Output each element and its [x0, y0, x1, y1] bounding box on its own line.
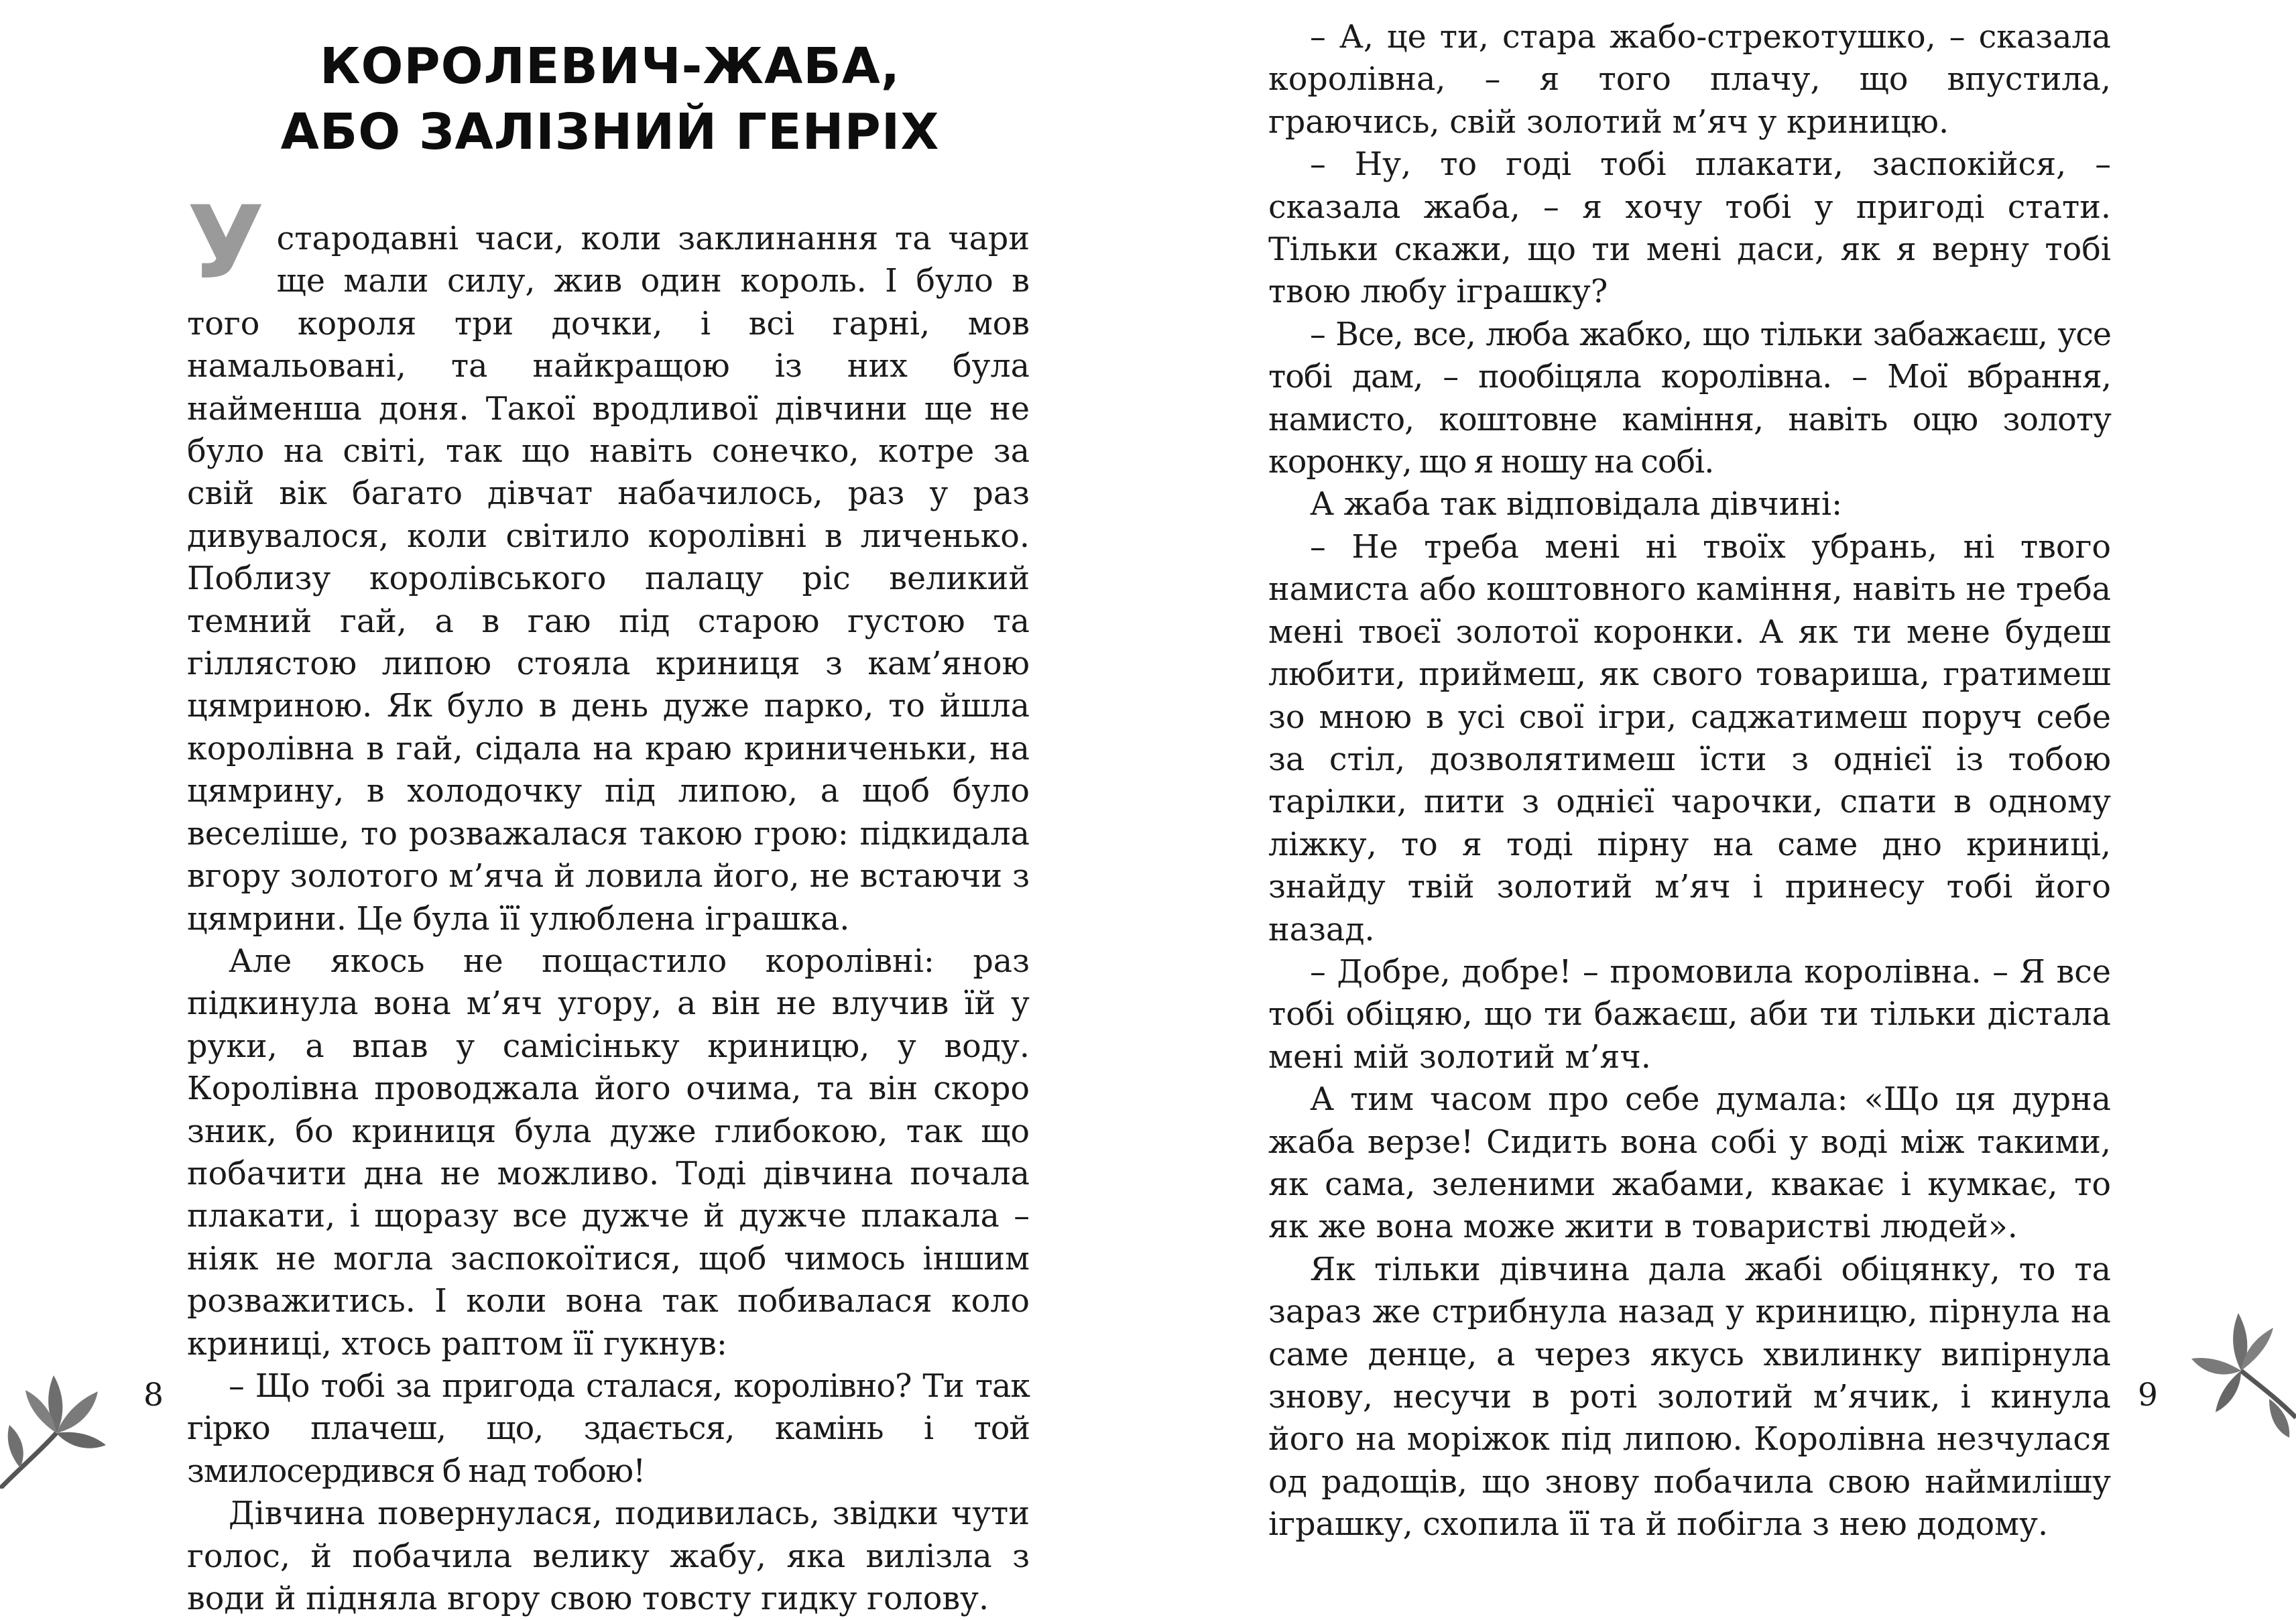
page-number: 8 — [143, 1377, 164, 1414]
flower-icon — [0, 1367, 107, 1489]
paragraph: – Добре, добре! – промовила королівна. – Я все тобі обіцяю, що ти бажаєш, аби ти тільки дістала мені мій золотий м’яч. — [1268, 953, 2111, 1076]
page-number: 9 — [2138, 1377, 2158, 1414]
title-line-2: АБО ЗАЛІЗНИЙ ГЕНРІХ — [280, 103, 940, 161]
paragraph: Дівчина повернулася, подивилась, звідки чути голос, й побачила велику жабу, яка вилізла з води й підняла вгору свою товсту гидку голову. — [187, 1495, 1030, 1617]
paragraph: Але якось не пощастило королівні: раз підкинула вона м’яч угору, а він не влучив їй у руки, а впав у самісіньку криницю, у воду. Королівна проводжала його очима, та він скоро зник, бо криниця була дуже глибокою, так що побачити дна не можливо. Тоді дівчина почала плакати, і щоразу все дужче й дужче плакала – ніяк не могла заспокоїтися, щоб чимось іншим розважитись. І коли вона так побивалася коло криниці, хтось раптом її гукнув: — [187, 942, 1030, 1363]
paragraph: А тим часом про себе думала: «Що ця дурна жаба верзе! Сидить вона собі у воді між такими, як сама, зеленими жабами, квакає і кумкає, то як же вона може жити в товаристві людей». — [1268, 1081, 2111, 1246]
paragraph: А жаба так відповідала дівчині: — [1310, 486, 1843, 523]
paragraph: – А, це ти, стара жабо-стрекотушко, – сказала королівна, – я того плачу, що впустила, граючись, свій золотий м’яч у криницю. — [1268, 19, 2111, 141]
drop-cap: У — [187, 185, 265, 302]
paragraph: Як тільки дівчина дала жабі обіцянку, то та зараз же стрибнула назад у криницю, пірнула на саме денце, а через якусь хвилинку випірнула знову, несучи в роті золотий м’ячик, і кинула його на моріжок під липою. Королівна незчулася од радощів, що знову побачила свою наймилішу іграшку, схопила її та й побігла з нею додому. — [1268, 1251, 2111, 1544]
paragraph-text: стародавні часи, коли заклинання та чари ще мали силу, жив один король. І було в того короля три дочки, і всі гарні, мов намальовані, та найкращою із них була найменша доня. Такої вродливої дівчини ще не було на світі, так що навіть сонечко, котре за свій вік багато дівчат набачилось, раз у раз дивувалося, коли світило королівні в личенько. Поблизу королівського палацу ріс великий темний гай, а в гаю під старою густою та гіллястою липою стояла криниця з кам’яною цямриною. Як було в день дуже парко, то йшла королівна в гай, сідала на краю криниченьки, на цямрину, в холодочку під липою, а щоб було веселіше, то розважалася такою грою: підкидала вгору золотого м’яча й ловила його, не встаючи з цямрини. Це була її улюблена іграшка. — [187, 221, 1030, 938]
left-text-column — [187, 185, 1030, 1620]
right-page — [1148, 0, 2296, 1544]
paragraph: – Що тобі за пригода сталася, королівно? Ти так гірко плачеш, що, здається, камінь і той змилосердився б над тобою! — [187, 1367, 1030, 1490]
story-title — [188, 34, 1032, 165]
paragraph: – Не треба мені ні твоїх убрань, ні твого намиста або коштовного каміння, навіть не треба мені твоєї золотої коронки. А як ти мене будеш любити, приймеш, як свого товариша, гратимеш зо мною в усі свої ігри, саджатимеш поруч себе за стіл, дозволятимеш їсти з однієї із тобою тарілки, пити з однієї чарочки, спати в одному ліжку, то я тоді пірну на саме дно криниці, знайду твій золотий м’яч і принесу тобі його назад. — [1268, 528, 2111, 948]
paragraph: – Все, все, люба жабко, що тільки забажаєш, усе тобі дам, – пообіцяла королівна. – Мої вбрання, намисто, коштовне каміння, навіть оцю золоту коронку, що я ношу на собі. — [1268, 316, 2111, 481]
left-page — [0, 0, 1148, 1617]
paragraph: – Ну, то годі тобі плакати, заспокійся, – сказала жаба, – я хочу тобі у пригоді стати. Тільки скажи, що ти мені даси, як я верну тобі твою любу іграшку? — [1268, 146, 2111, 311]
right-text-column — [1268, 16, 2111, 1546]
paragraph — [187, 185, 1030, 940]
title-line-1: КОРОЛЕВИЧ-ЖАБА, — [319, 38, 901, 95]
flower-icon — [2189, 1304, 2296, 1438]
